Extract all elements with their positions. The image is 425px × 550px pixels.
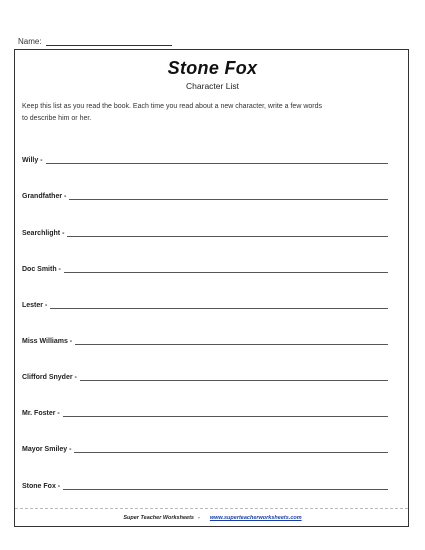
answer-line[interactable] — [46, 157, 388, 164]
answer-line[interactable] — [80, 374, 388, 381]
character-row — [22, 263, 388, 273]
character-label: Doc Smith - — [22, 266, 61, 273]
footer — [0, 515, 425, 521]
character-label: Mayor Smiley - — [22, 446, 72, 453]
footer-divider — [15, 508, 408, 509]
answer-line[interactable] — [75, 338, 388, 345]
character-row — [22, 154, 388, 164]
character-label: Clifford Snyder - — [22, 374, 77, 381]
answer-line[interactable] — [67, 230, 388, 237]
answer-line[interactable] — [63, 410, 388, 417]
character-row — [22, 190, 388, 200]
character-row — [22, 443, 388, 453]
answer-line[interactable] — [63, 483, 388, 490]
instructions-text: Keep this list as you read the book. Each time you read about a new character, write a few words to describe him or her. — [22, 103, 322, 122]
answer-line[interactable] — [69, 193, 388, 200]
character-row — [22, 480, 388, 490]
name-label: Name: — [18, 37, 42, 46]
answer-line[interactable] — [64, 266, 388, 273]
worksheet-title: Stone Fox — [167, 58, 258, 78]
character-row — [22, 335, 388, 345]
character-label: Lester - — [22, 302, 48, 309]
character-row — [22, 371, 388, 381]
character-label: Miss Williams - — [22, 338, 73, 345]
answer-line[interactable] — [50, 302, 388, 309]
character-label: Searchlight - — [22, 230, 65, 237]
answer-line[interactable] — [74, 446, 388, 453]
character-label: Grandfather - — [22, 193, 67, 200]
character-label: Stone Fox - — [22, 483, 61, 490]
character-label: Willy - — [22, 157, 43, 164]
footer-website-link[interactable]: www.superteacherworksheets.com — [209, 515, 302, 521]
character-row — [22, 407, 388, 417]
name-blank-line[interactable] — [46, 38, 172, 46]
character-label: Mr. Foster - — [22, 410, 60, 417]
footer-brand: Super Teacher Worksheets — [123, 515, 194, 521]
worksheet-subtitle: Character List — [186, 81, 239, 91]
character-row — [22, 227, 388, 237]
footer-separator: - — [197, 515, 200, 521]
character-row — [22, 299, 388, 309]
name-field-row — [18, 37, 172, 46]
